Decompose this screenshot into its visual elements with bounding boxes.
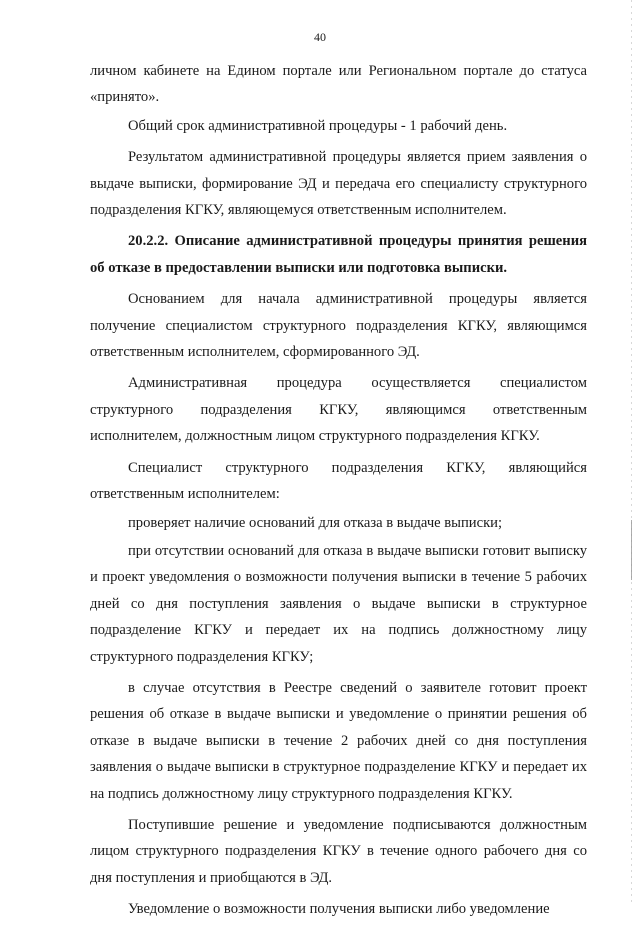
paragraph-procedure-basis: Основанием для начала административной процедуры является получение специалистом структурного подразделения КГКУ, являющимся ответственным исполнителем, сформированного ЭД. bbox=[90, 291, 587, 361]
paragraph-procedure-result: Результатом административной процедуры является прием заявления о выдаче выписки, формирование ЭД и передача его специалисту структурного подразделения КГКУ, являющемуся ответственным исполнителем. bbox=[90, 149, 587, 219]
scan-edge-artifact bbox=[631, 0, 632, 905]
paragraph-specialist-intro: Специалист структурного подразделения КГКУ, являющийся ответственным исполнителем: bbox=[90, 459, 587, 503]
scan-edge-mark bbox=[631, 520, 632, 580]
document-body bbox=[90, 58, 587, 928]
paragraph-procedure-duration: Общий срок административной процедуры - 1 рабочий день. bbox=[128, 117, 508, 134]
list-item-prepare-refusal: в случае отсутствия в Реестре сведений о заявителе готовит проект решения об отказе в выдаче выписки и уведомление о принятии решения об отказе в выдаче выписки в течение 2 рабочих дней со дня поступления заявления о выдаче выписки в структурное подразделение КГКУ и передает их на подпись должностному лицу структурного подразделения КГКУ. bbox=[90, 679, 587, 802]
list-item-prepare-extract: при отсутствии оснований для отказа в выдаче выписки готовит выписку и проект уведомления о возможности получения выписки в течение 5 рабочих дней со дня поступления заявления о выдаче выписки в структурное подразделение КГКУ и передает их на подпись должностному лицу структурного подразделения КГКУ; bbox=[90, 542, 587, 665]
paragraph-procedure-performer: Административная процедура осуществляется специалистом структурного подразделения КГКУ, являющимся ответственным исполнителем, должностным лицом структурного подразделения КГКУ. bbox=[90, 375, 587, 445]
page-number: 40 bbox=[314, 30, 326, 44]
paragraph-notification: Уведомление о возможности получения выписки либо уведомление bbox=[128, 901, 550, 918]
section-heading-20-2-2: 20.2.2. Описание административной процедуры принятия решения об отказе в предоставлении выписки или подготовка выписки. bbox=[90, 233, 587, 276]
paragraph-portal-status: личном кабинете на Едином портале или Региональном портале до статуса «принято». bbox=[90, 63, 587, 106]
list-item-check-grounds: проверяет наличие оснований для отказа в выдаче выписки; bbox=[128, 514, 503, 531]
paragraph-signing: Поступившие решение и уведомление подписываются должностным лицом структурного подразделения КГКУ в течение одного рабочего дня со дня поступления и приобщаются в ЭД. bbox=[90, 816, 587, 886]
